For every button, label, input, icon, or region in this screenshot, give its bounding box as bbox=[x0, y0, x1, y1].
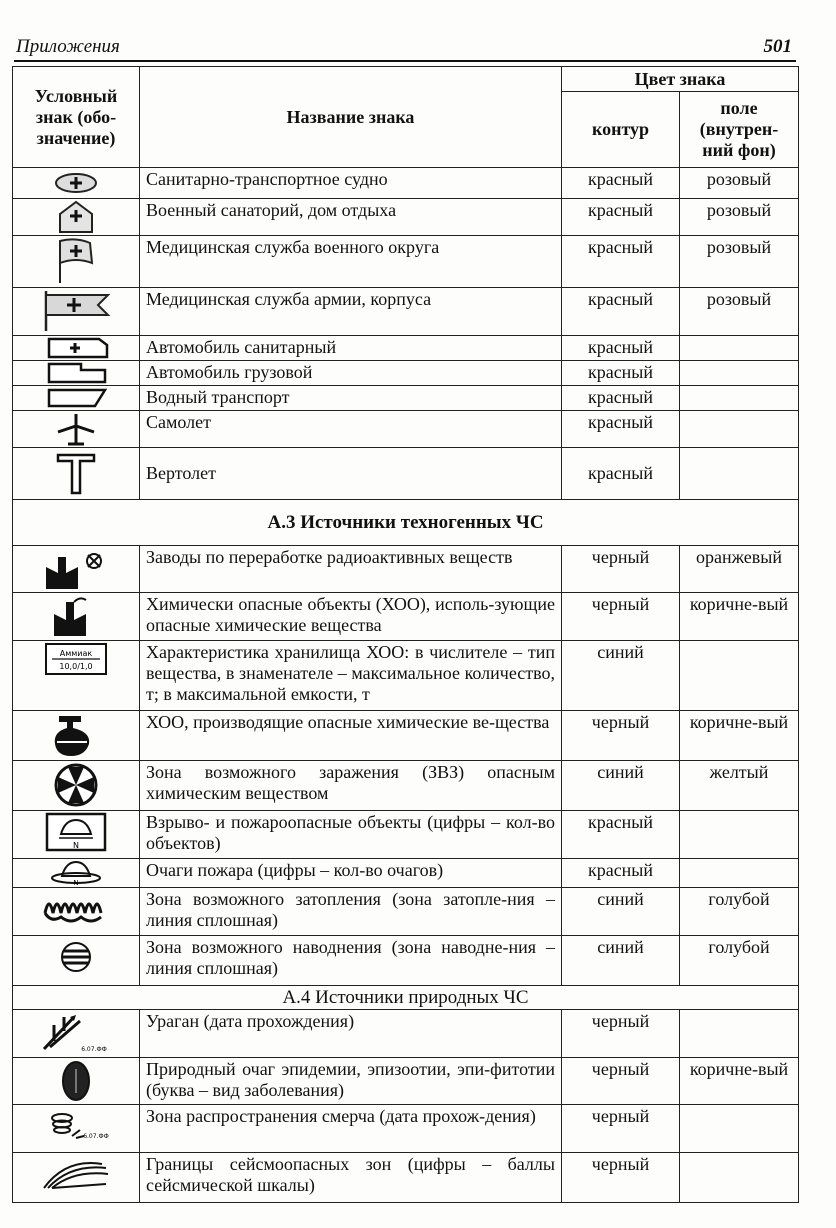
symbol-name-cell: ХОО, производящие опасные химические ве-щества bbox=[140, 711, 562, 761]
color-cell: черный bbox=[562, 1105, 680, 1153]
symbol-name-cell: Автомобиль грузовой bbox=[140, 361, 562, 386]
svg-text:6.07.ФФ: 6.07.ФФ bbox=[81, 1046, 107, 1053]
header-color: Цвет знака bbox=[562, 67, 799, 92]
helicopter-icon bbox=[13, 448, 140, 500]
radioactive-plant-icon bbox=[13, 546, 140, 593]
inundation-zone-icon bbox=[13, 936, 140, 986]
chemical-flask-icon bbox=[13, 711, 140, 761]
color-cell: коричне-вый bbox=[680, 593, 799, 641]
color-cell: черный bbox=[562, 593, 680, 641]
table-row bbox=[13, 936, 799, 986]
table-row bbox=[13, 288, 799, 336]
color-cell: синий bbox=[562, 761, 680, 811]
chemical-plant-icon bbox=[13, 593, 140, 641]
symbol-name-cell: Медицинская служба армии, корпуса bbox=[140, 288, 562, 336]
table-row bbox=[13, 199, 799, 236]
fire-source-icon bbox=[13, 859, 140, 888]
medical-pennant-icon bbox=[13, 288, 140, 336]
color-cell: черный bbox=[562, 1010, 680, 1058]
color-cell: черный bbox=[562, 1153, 680, 1203]
color-cell bbox=[680, 859, 799, 888]
header-name: Название знака bbox=[140, 67, 562, 168]
seismic-zone-icon bbox=[13, 1153, 140, 1203]
color-cell: голубой bbox=[680, 888, 799, 936]
symbol-name-cell: Зона возможного наводнения (зона наводне-ния – линия сплошная) bbox=[140, 936, 562, 986]
table-header-row bbox=[13, 67, 799, 92]
table-row bbox=[13, 811, 799, 859]
symbol-name-cell: Взрыво- и пожароопасные объекты (цифры – кол-во объектов) bbox=[140, 811, 562, 859]
svg-text:N: N bbox=[73, 879, 79, 886]
color-cell: синий bbox=[562, 888, 680, 936]
symbol-name-cell: Самолет bbox=[140, 411, 562, 448]
symbol-name-cell: Заводы по переработке радиоактивных веществ bbox=[140, 546, 562, 593]
symbol-name-cell: Медицинская служба военного округа bbox=[140, 236, 562, 288]
table-row bbox=[13, 1153, 799, 1203]
color-cell bbox=[680, 811, 799, 859]
color-cell: красный bbox=[562, 859, 680, 888]
running-header bbox=[14, 34, 796, 62]
color-cell: черный bbox=[562, 546, 680, 593]
color-cell: красный bbox=[562, 361, 680, 386]
table-row bbox=[13, 386, 799, 411]
contamination-zone-icon bbox=[13, 761, 140, 811]
svg-text:N: N bbox=[73, 841, 79, 850]
header-symbol: Условный знак (обо-значение) bbox=[13, 67, 140, 168]
svg-text:6.07.ФФ: 6.07.ФФ bbox=[83, 1133, 109, 1140]
color-cell: красный bbox=[562, 236, 680, 288]
symbol-name-cell: Очаги пожара (цифры – кол-во очагов) bbox=[140, 859, 562, 888]
symbol-name-cell: Границы сейсмоопасных зон (цифры – баллы сейсмической шкалы) bbox=[140, 1153, 562, 1203]
water-transport-icon bbox=[13, 386, 140, 411]
color-cell: красный bbox=[562, 336, 680, 361]
color-cell bbox=[680, 1153, 799, 1203]
color-cell: желтый bbox=[680, 761, 799, 811]
table-row bbox=[13, 1010, 799, 1058]
svg-text:Аммиак: Аммиак bbox=[59, 649, 93, 658]
table-row bbox=[13, 546, 799, 593]
explosive-object-icon bbox=[13, 811, 140, 859]
symbol-name-cell: Ураган (дата прохождения) bbox=[140, 1010, 562, 1058]
table-row bbox=[13, 448, 799, 500]
color-cell: коричне-вый bbox=[680, 1058, 799, 1105]
color-cell: синий bbox=[562, 936, 680, 986]
page-number: 501 bbox=[763, 36, 792, 57]
color-cell: розовый bbox=[680, 288, 799, 336]
color-cell: розовый bbox=[680, 236, 799, 288]
table-row bbox=[13, 1058, 799, 1105]
symbol-name-cell: Зона распространения смерча (дата прохож-дения) bbox=[140, 1105, 562, 1153]
table-row bbox=[13, 641, 799, 711]
symbol-name-cell: Химически опасные объекты (ХОО), исполь-зующие опасные химические вещества bbox=[140, 593, 562, 641]
color-cell: красный bbox=[562, 411, 680, 448]
color-cell: красный bbox=[562, 168, 680, 199]
symbol-name-cell: Зона возможного заражения (ЗВЗ) опасным химическим веществом bbox=[140, 761, 562, 811]
color-cell: красный bbox=[562, 811, 680, 859]
color-cell: розовый bbox=[680, 168, 799, 199]
flood-zone-icon bbox=[13, 888, 140, 936]
color-cell: красный bbox=[562, 199, 680, 236]
color-cell bbox=[680, 641, 799, 711]
color-cell: оранжевый bbox=[680, 546, 799, 593]
table-row bbox=[13, 361, 799, 386]
table-row bbox=[13, 593, 799, 641]
table-row bbox=[13, 411, 799, 448]
symbol-name-cell: Зона возможного затопления (зона затопле-ния – линия сплошная) bbox=[140, 888, 562, 936]
color-cell bbox=[680, 386, 799, 411]
table-row bbox=[13, 1105, 799, 1153]
epidemic-source-icon bbox=[13, 1058, 140, 1105]
ambulance-icon bbox=[13, 336, 140, 361]
symbol-name-cell: Вертолет bbox=[140, 448, 562, 500]
section-heading-a4: А.4 Источники природных ЧС bbox=[13, 986, 799, 1010]
color-cell: синий bbox=[562, 641, 680, 711]
symbol-name-cell: Военный санаторий, дом отдыха bbox=[140, 199, 562, 236]
truck-icon bbox=[13, 361, 140, 386]
header-contour: контур bbox=[562, 92, 680, 168]
section-row bbox=[13, 500, 799, 546]
symbols-table bbox=[12, 66, 799, 1203]
storage-label-icon bbox=[13, 641, 140, 711]
section-row bbox=[13, 986, 799, 1010]
color-cell: голубой bbox=[680, 936, 799, 986]
table-row bbox=[13, 168, 799, 199]
airplane-icon bbox=[13, 411, 140, 448]
symbol-name-cell: Водный транспорт bbox=[140, 386, 562, 411]
symbol-name-cell: Природный очаг эпидемии, эпизоотии, эпи-фитотии (буква – вид заболевания) bbox=[140, 1058, 562, 1105]
color-cell bbox=[680, 411, 799, 448]
table-row bbox=[13, 888, 799, 936]
table-row bbox=[13, 236, 799, 288]
medical-flag-icon bbox=[13, 236, 140, 288]
color-cell: коричне-вый bbox=[680, 711, 799, 761]
section-title: Приложения bbox=[16, 36, 120, 57]
table-row bbox=[13, 859, 799, 888]
color-cell bbox=[680, 448, 799, 500]
tornado-zone-icon bbox=[13, 1105, 140, 1153]
color-cell bbox=[680, 1010, 799, 1058]
color-cell: красный bbox=[562, 288, 680, 336]
color-cell: красный bbox=[562, 448, 680, 500]
header-field: поле (внутрен-ний фон) bbox=[680, 92, 799, 168]
section-heading-a3: А.3 Источники техногенных ЧС bbox=[13, 500, 799, 546]
table-row bbox=[13, 336, 799, 361]
svg-text:10,0/1,0: 10,0/1,0 bbox=[59, 662, 93, 671]
symbol-name-cell: Автомобиль санитарный bbox=[140, 336, 562, 361]
hurricane-icon bbox=[13, 1010, 140, 1058]
color-cell: черный bbox=[562, 1058, 680, 1105]
color-cell bbox=[680, 1105, 799, 1153]
color-cell bbox=[680, 361, 799, 386]
color-cell: красный bbox=[562, 386, 680, 411]
color-cell: черный bbox=[562, 711, 680, 761]
symbol-name-cell: Характеристика хранилища ХОО: в числителе – тип вещества, в знаменателе – максимальное количество, т; в максимальной емкости, т bbox=[140, 641, 562, 711]
table-row bbox=[13, 711, 799, 761]
color-cell: розовый bbox=[680, 199, 799, 236]
symbol-name-cell: Санитарно-транспортное судно bbox=[140, 168, 562, 199]
sanatorium-house-icon bbox=[13, 199, 140, 236]
table-row bbox=[13, 761, 799, 811]
ship-cross-icon bbox=[13, 168, 140, 199]
color-cell bbox=[680, 336, 799, 361]
